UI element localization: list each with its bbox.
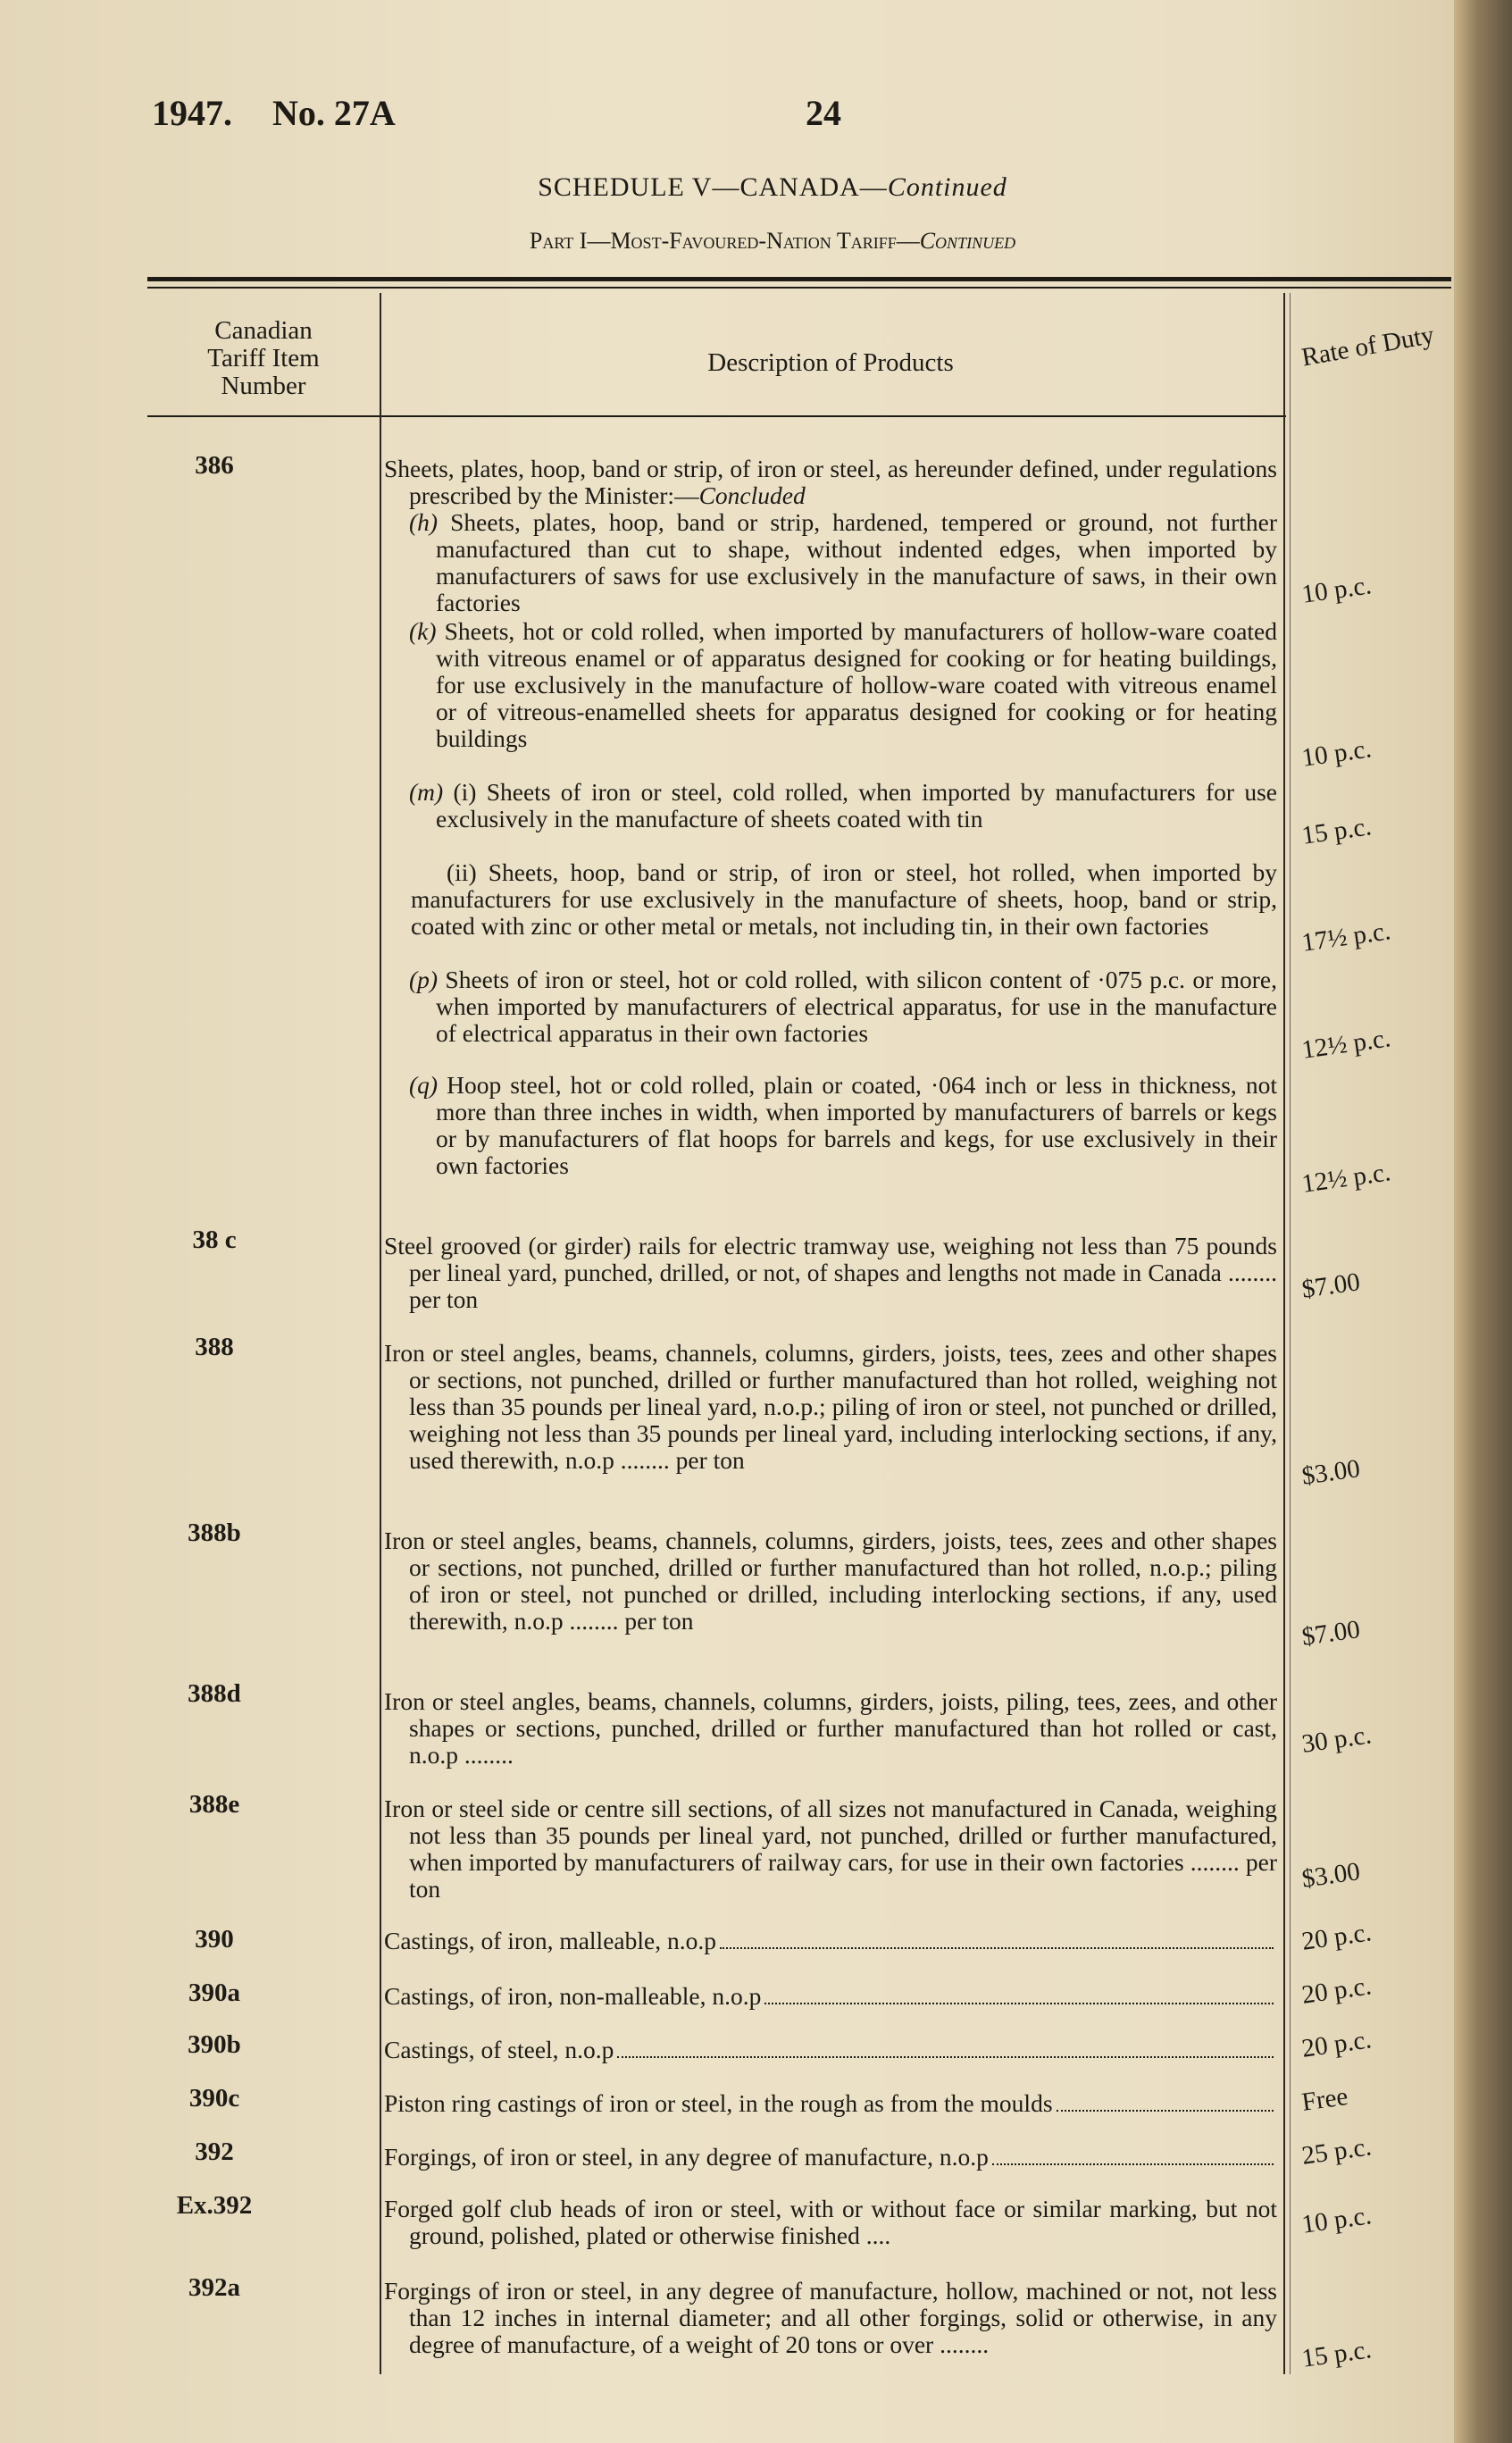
column-header-item-number: Canadian Tariff Item Number (207, 316, 320, 400)
column-header-rate: Rate of Duty (1299, 320, 1437, 372)
tariff-item-description: Sheets, plates, hoop, band or strip, of iron or steel, as hereunder defined, under regulations prescribed by the Minister:—Concluded (384, 455, 1277, 509)
rate-of-duty: 20 p.c. (1299, 1971, 1374, 2010)
page-edge (1454, 0, 1512, 2443)
column-divider-right-inner (1290, 293, 1291, 2374)
rate-of-duty: 15 p.c. (1299, 2335, 1374, 2373)
sub-item-k: (k) Sheets, hot or cold rolled, when imported by manufacturers of hollow-ware coated with vitreous enamel or of apparatus designed for cooking or for heating buildings, for use exclusively in the manufacture of hollow-ware coated with vitreous enamel or of vitreous-enamelled sheets for apparatus designed for cooking or for heating buildings (409, 617, 1278, 752)
tariff-item-number: 390c (188, 2084, 240, 2113)
sub-item-q: (q) Hoop steel, hot or cold rolled, plain or coated, ·064 inch or less in thickness, not more than three inches in width, when imported by manufacturers of barrels or kegs or by manufacturers of flat hoops for barrels and kegs, for use exclusively in their own factories (409, 1071, 1278, 1179)
rate-of-duty: 12½ p.c. (1299, 1024, 1393, 1065)
rate-of-duty: Free (1299, 2081, 1350, 2117)
part-title: Part I—Most-Favoured-Nation Tariff—Continued (529, 228, 1016, 254)
tariff-item-description: Forgings, of iron or steel, in any degree of manufacture, n.o.p (384, 2144, 1277, 2171)
tariff-item-number: 388b (188, 1519, 241, 1547)
tariff-item-description: Iron or steel angles, beams, channels, columns, girders, joists, tees, zees and other shapes or sections, not punched, drilled or further manufactured than hot rolled, weighing not less than 35 pounds per lineal yard, n.o.p.; piling of iron or steel, not punched or drilled, weighing not less than 35 pounds per lineal yard, including interlocking sections, if any, used therewith, n.o.p ........ per ton (384, 1339, 1277, 1474)
tariff-item-number: 390 (195, 1925, 234, 1954)
rate-of-duty: 20 p.c. (1299, 1918, 1374, 1956)
tariff-item-number: 386 (195, 451, 234, 480)
rate-of-duty: 10 p.c. (1299, 571, 1374, 609)
tariff-item-number: 38 c (192, 1226, 237, 1254)
header-rule-thin (147, 287, 1451, 289)
sub-item-h: (h) Sheets, plates, hoop, band or strip, hardened, tempered or ground, not further manufactured than cut to shape, without indented edges, when imported by manufacturers of saws for use exclusively in the manufacture of saws, in their own factories (409, 508, 1278, 616)
rate-of-duty: $3.00 (1299, 1454, 1362, 1491)
rate-of-duty: $7.00 (1299, 1615, 1362, 1652)
tariff-item-number: 388d (188, 1679, 241, 1708)
rate-of-duty: 30 p.c. (1299, 1720, 1374, 1759)
column-header-description: Description of Products (707, 348, 954, 377)
tariff-item-description: Iron or steel side or centre sill sections, of all sizes not manufactured in Canada, weighing not less than 35 pounds per lineal yard, not punched, drilled or further manufactured, when imported by manufacturers of railway cars, for use in their own factories ........ per ton (384, 1795, 1277, 1903)
sub-item-m-i: (m) (i) Sheets of iron or steel, cold rolled, when imported by manufacturers for use exclusively in the manufacture of sheets coated with tin (409, 778, 1278, 832)
column-divider-right (1283, 293, 1285, 2374)
rate-of-duty: 20 p.c. (1299, 2025, 1374, 2063)
tariff-item-description: Forgings of iron or steel, in any degree of manufacture, hollow, machined or not, not less than 12 inches in internal diameter; and all other forgings, solid or otherwise, in any degree of manufacture, of a weight of 20 tons or over ........ (384, 2277, 1277, 2358)
rate-of-duty: 25 p.c. (1299, 2132, 1374, 2171)
column-divider-left (380, 293, 381, 2374)
tariff-item-description: Iron or steel angles, beams, channels, columns, girders, joists, piling, tees, zees, and other shapes or sections, punched, drilled or further manufactured than hot rolled or cast, n.o.p ........ (384, 1687, 1277, 1769)
sub-item-p: (p) Sheets of iron or steel, hot or cold rolled, with silicon content of ·075 p.c. or more, when imported by manufacturers of electrical apparatus, for use in the manufacture of electrical apparatus in their own factories (409, 966, 1277, 1047)
header-rule-thick (147, 277, 1451, 281)
rate-of-duty: $7.00 (1299, 1268, 1362, 1304)
header-year: 1947. (152, 93, 232, 133)
tariff-item-description: Castings, of steel, n.o.p (384, 2037, 1277, 2063)
rate-of-duty: 10 p.c. (1299, 734, 1374, 773)
tariff-item-number: 392a (188, 2273, 240, 2302)
tariff-item-number: Ex.392 (176, 2191, 253, 2220)
rate-of-duty: 12½ p.c. (1299, 1158, 1393, 1199)
tariff-item-number: 392 (195, 2138, 234, 2166)
tariff-item-description: Steel grooved (or girder) rails for electric tramway use, weighing not less than 75 pounds per lineal yard, punched, drilled, or not, of shapes and lengths not made in Canada ........ per ton (384, 1232, 1277, 1313)
tariff-item-description: Piston ring castings of iron or steel, in the rough as from the moulds (384, 2090, 1277, 2117)
rate-of-duty: 10 p.c. (1299, 2201, 1374, 2239)
tariff-item-description: Forged golf club heads of iron or steel, with or without face or similar marking, but not ground, polished, plated or otherwise finished .... (384, 2195, 1277, 2249)
tariff-item-description: Castings, of iron, malleable, n.o.p (384, 1928, 1277, 1954)
tariff-item-description: Iron or steel angles, beams, channels, columns, girders, joists, tees, zees and other shapes or sections, not punched, drilled or further manufactured than hot rolled, n.o.p.; piling of iron or steel, not punched or drilled, including interlocking sections, if any, used therewith, n.o.p ........ per ton (384, 1527, 1277, 1635)
tariff-item-description: Castings, of iron, non-malleable, n.o.p (384, 1983, 1277, 2010)
sub-item-m-ii: (ii) Sheets, hoop, band or strip, of iron or steel, hot rolled, when imported by manufacturers for use exclusively in the manufacture of sheets, hoop, band or strip, coated with zinc or other metal or metals, not including tin, in their own factories (411, 858, 1277, 940)
tariff-item-number: 390b (188, 2030, 241, 2059)
tariff-item-number: 388 (195, 1333, 234, 1361)
rate-of-duty: 15 p.c. (1299, 812, 1374, 850)
column-header-rule (147, 415, 1286, 417)
schedule-continued: Continued (887, 172, 1007, 202)
tariff-item-number: 390a (188, 1979, 240, 2007)
header-number: No. 27A (272, 93, 396, 133)
tariff-item-number: 388e (188, 1790, 240, 1819)
page-number: 24 (806, 93, 841, 133)
schedule-title: SCHEDULE V—CANADA—Continued (538, 172, 1007, 202)
rate-of-duty: $3.00 (1299, 1857, 1362, 1894)
rate-of-duty: 17½ p.c. (1299, 916, 1393, 958)
part-continued: Continued (919, 228, 1016, 254)
